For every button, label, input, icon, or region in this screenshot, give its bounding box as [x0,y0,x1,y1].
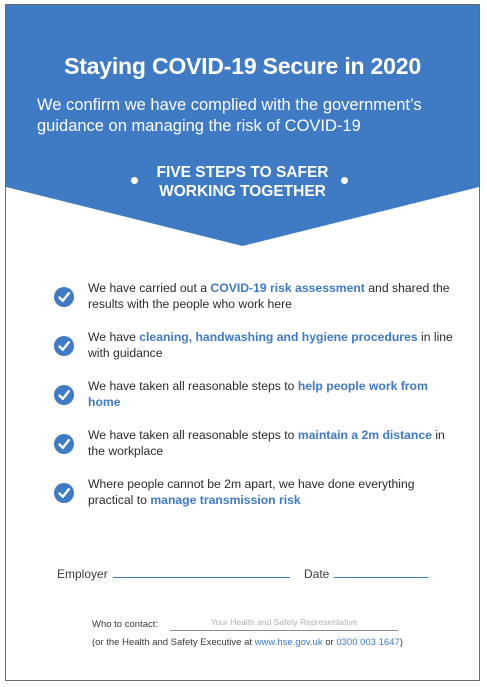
step-text: Where people cannot be 2m apart, we have done everything practical to [88,477,415,507]
step-text: We have taken all reasonable steps to [88,428,298,442]
step-highlight: COVID-19 risk assessment [210,281,365,295]
step-highlight: help people work from home [88,379,428,409]
contact-label: Who to contact: [92,619,159,630]
check-circle-icon [54,287,74,307]
list-item [54,378,454,410]
step-text: in line with guidance [88,330,453,360]
employer-label: Employer [57,567,108,581]
contact-field-line[interactable] [170,630,398,631]
step-highlight: cleaning, handwashing and hygiene procedures [139,330,418,344]
contact-placeholder: Your Health and Safety Representative [210,617,358,627]
step-text: We have taken all reasonable steps to [88,379,298,393]
steps-heading-line-2: WORKING TOGETHER [159,183,326,200]
contact-hse-text: (or the Health and Safety Executive at [92,637,255,648]
list-item [54,280,454,312]
step-text: and shared the results with the people who work here [88,281,450,311]
check-circle-icon [54,385,74,405]
page-subtitle: We confirm we have complied with the government’s guidance on managing the risk of COVID-19 [37,96,422,135]
date-label: Date [304,567,330,581]
check-circle-icon [54,336,74,356]
step-text: We have carried out a [88,281,211,295]
hse-website-link[interactable]: www.hse.gov.uk [254,637,323,648]
list-item [54,427,454,459]
step-highlight: maintain a 2m distance [297,428,432,442]
poster [5,4,480,681]
step-text: We have [88,330,140,344]
contact-hse-line [92,637,403,648]
employer-signature-line[interactable] [113,577,290,578]
step-text: in the workplace [88,428,445,458]
contact-hse-text: ) [399,637,403,648]
page-title: Staying COVID-19 Secure in 2020 [64,53,421,79]
contact-hse-text: or [322,637,337,648]
date-signature-line[interactable] [334,577,428,578]
list-item [54,476,454,508]
steps-heading-line-1: FIVE STEPS TO SAFER [156,164,329,181]
steps-list [54,280,454,508]
step-highlight: manage transmission risk [150,493,301,507]
list-item [54,329,454,361]
hse-phone-link[interactable]: 0300 003 1647 [336,637,400,648]
check-circle-icon [54,434,74,454]
check-circle-icon [54,483,74,503]
steps-heading [6,163,479,201]
